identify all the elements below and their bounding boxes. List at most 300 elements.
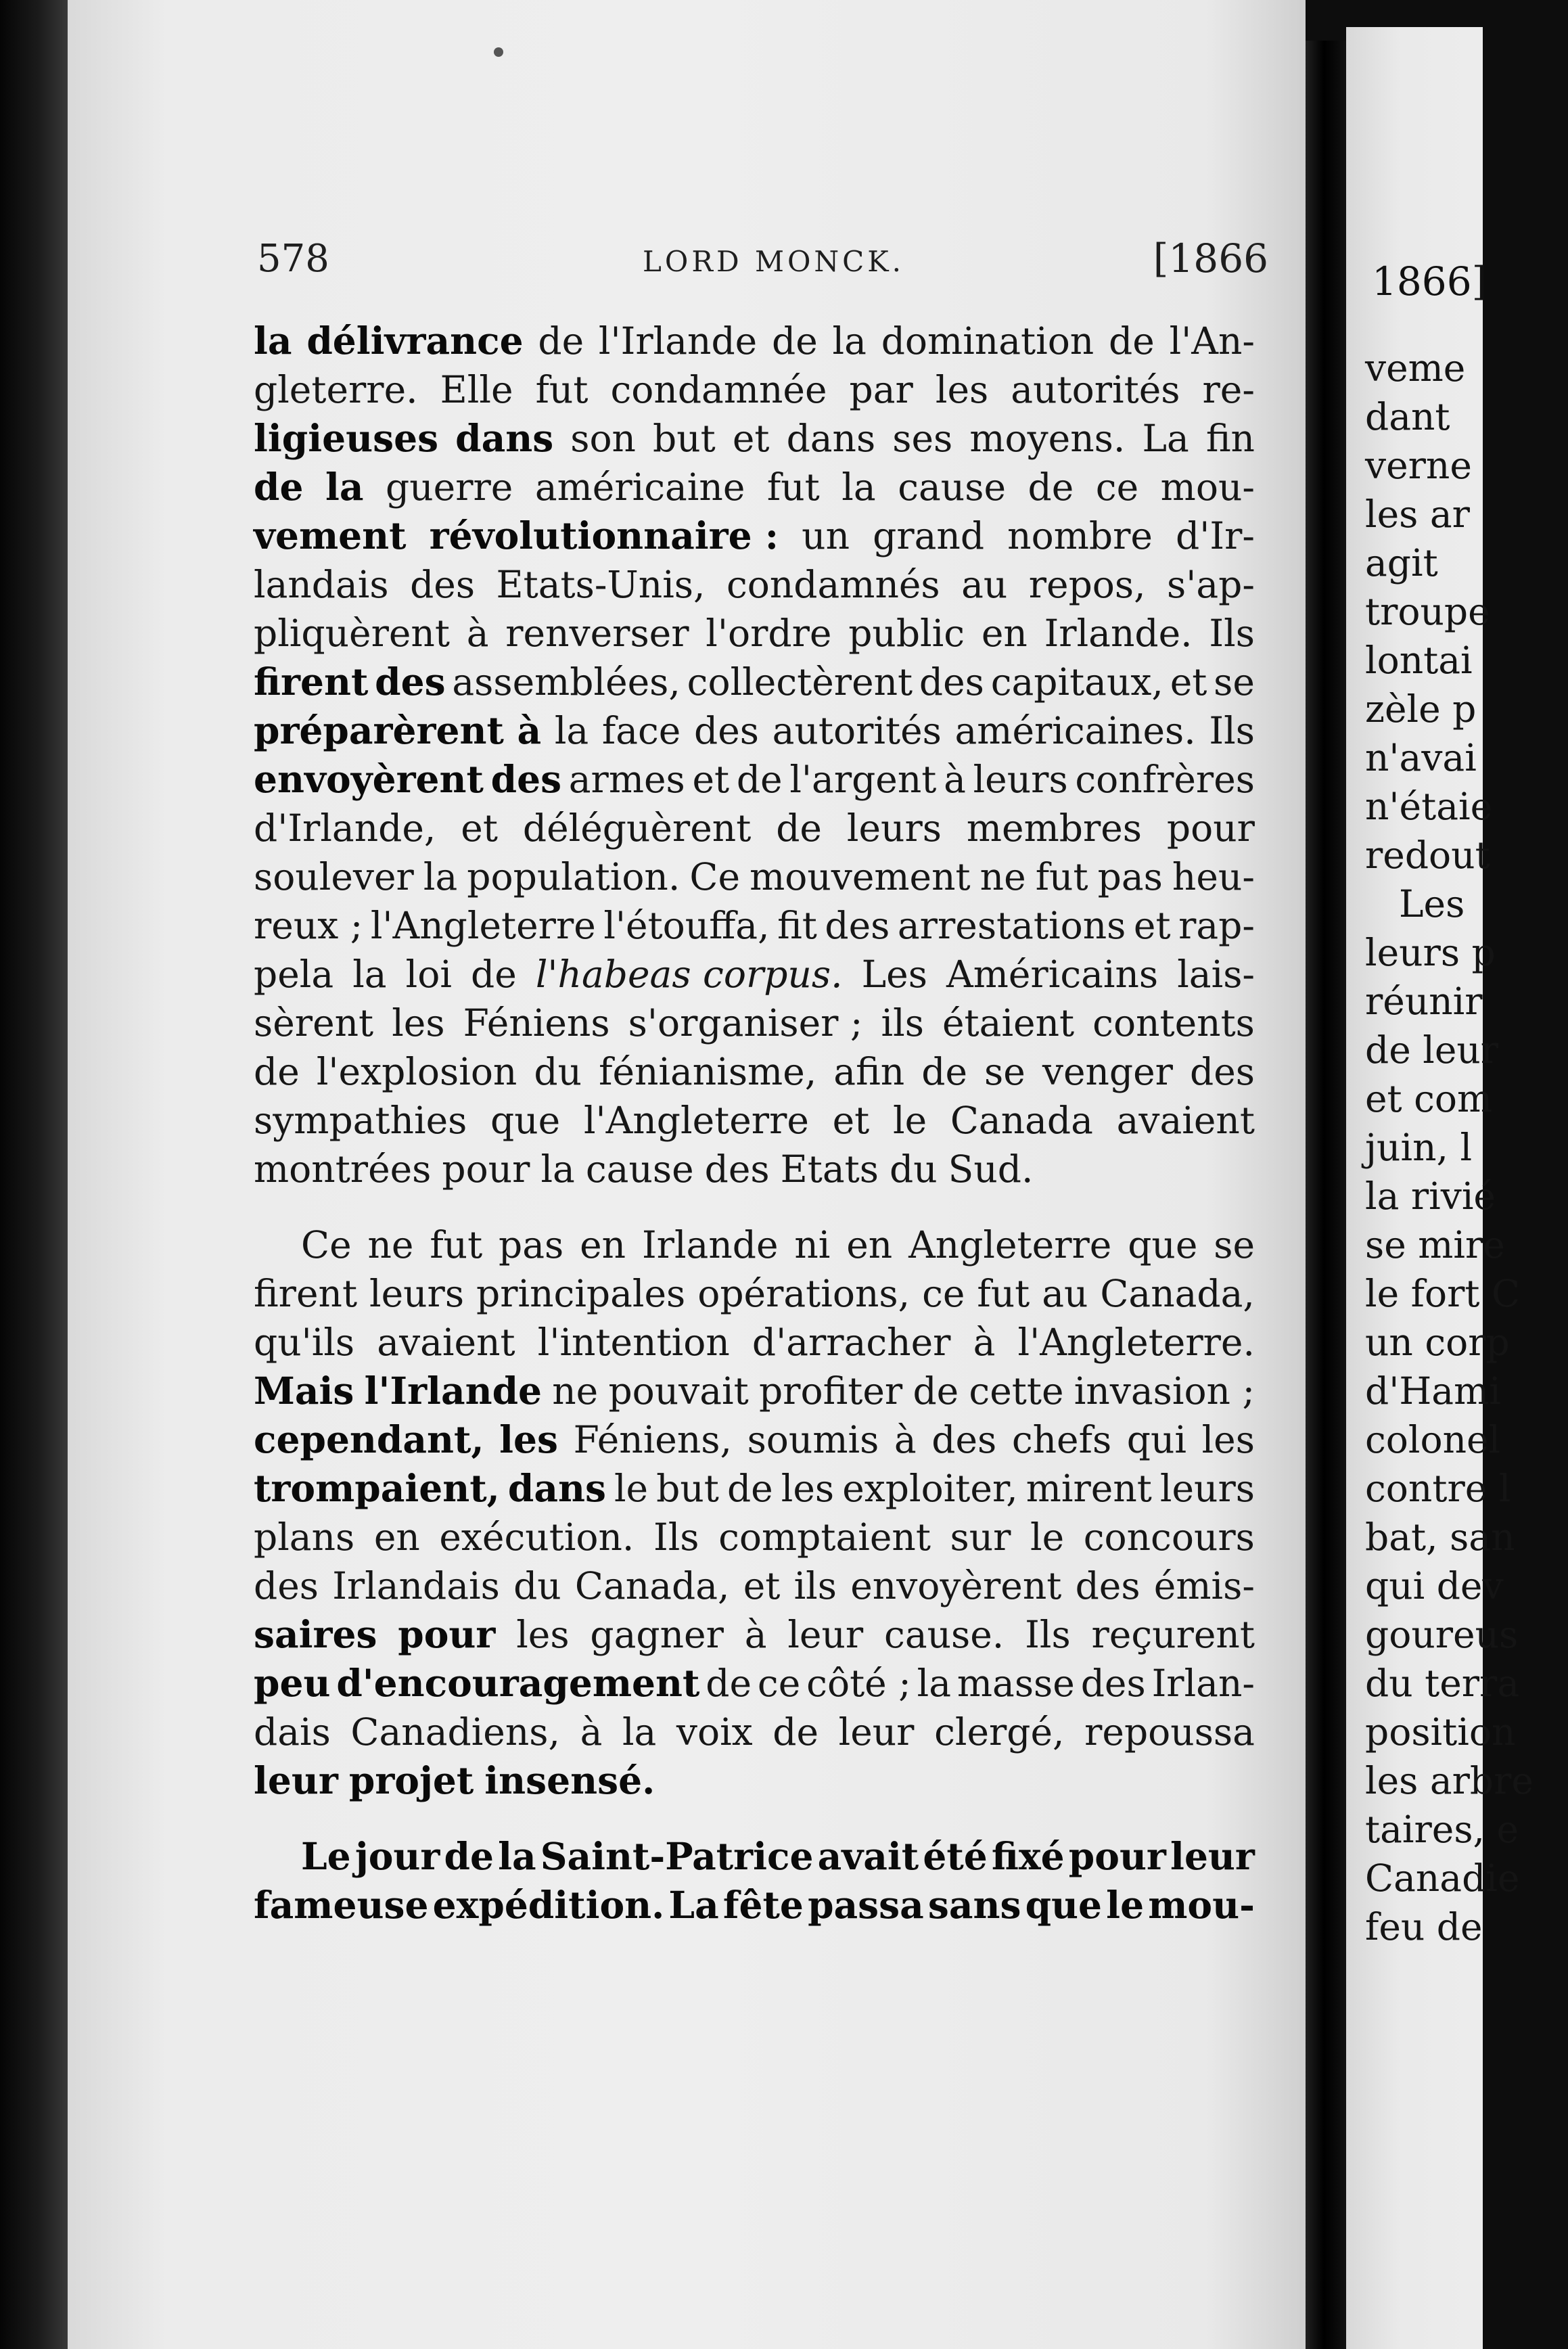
word: et: [1133, 904, 1171, 947]
word: s'organiser ;: [628, 1001, 863, 1045]
word: les: [1201, 1418, 1255, 1461]
next-page-line: troupe: [1365, 590, 1490, 633]
word: reçurent: [1091, 1613, 1255, 1656]
word: et: [1170, 660, 1207, 704]
word: l'Angleterre: [583, 1099, 809, 1142]
next-page-line: agit: [1365, 541, 1438, 585]
word: déléguèrent: [522, 806, 752, 850]
word: en: [846, 1223, 893, 1267]
word: repos,: [1028, 563, 1146, 606]
word: américaines.: [954, 709, 1196, 752]
next-page-line: redout: [1365, 834, 1490, 877]
word: soulever: [254, 855, 414, 898]
word: afin: [833, 1050, 905, 1093]
next-page-year: 1866]: [1372, 258, 1488, 304]
next-page-line: qui dev: [1365, 1564, 1504, 1607]
word: ne: [367, 1223, 414, 1267]
word: préparèrent: [254, 708, 504, 752]
word: projet: [348, 1758, 474, 1802]
word: de: [444, 1834, 494, 1878]
word: dans: [507, 1466, 606, 1510]
word: que: [490, 1099, 561, 1142]
word: collectèrent: [687, 660, 913, 704]
word: les: [516, 1613, 570, 1656]
word: Irlan-: [1151, 1662, 1255, 1705]
word: Le: [301, 1834, 351, 1878]
word: repoussa: [1084, 1710, 1255, 1754]
word: reux ;: [254, 904, 363, 947]
next-page-line: juin, l: [1365, 1126, 1473, 1169]
word: leur: [838, 1710, 915, 1754]
word: cause.: [884, 1613, 1005, 1656]
word: des: [1080, 1662, 1146, 1705]
next-page-line: n'avai: [1365, 736, 1477, 779]
word: Irlandais: [332, 1564, 500, 1607]
text-line: [254, 1221, 1255, 1269]
word: firent: [254, 1272, 358, 1315]
word: jour: [354, 1834, 440, 1878]
text-line: [254, 1047, 1255, 1096]
word: cause: [585, 1147, 694, 1191]
word: guerre: [386, 465, 513, 509]
word: et: [732, 417, 770, 460]
text-line: [254, 1145, 1255, 1193]
text-line: [254, 609, 1255, 658]
word: la: [423, 855, 458, 898]
word: l'Irlande: [598, 319, 758, 363]
next-page-line: réunir: [1365, 980, 1483, 1023]
word: comptaient: [718, 1515, 931, 1559]
word: leur: [1170, 1834, 1255, 1878]
word: venger: [1042, 1050, 1173, 1093]
word: ses: [892, 417, 953, 460]
word: de: [773, 1710, 819, 1754]
word: du: [513, 1564, 561, 1607]
word: Canada,: [1100, 1272, 1255, 1315]
text-line: [254, 1318, 1255, 1367]
word: des: [1190, 1050, 1255, 1093]
word: se: [984, 1050, 1025, 1093]
word: membres: [966, 806, 1143, 850]
word: sèrent: [254, 1001, 374, 1045]
text-line: [254, 658, 1255, 706]
word: soumis: [747, 1418, 879, 1461]
word: pas: [499, 1223, 564, 1267]
word: fut: [977, 1272, 1030, 1315]
paragraph-gap: [254, 1805, 1255, 1832]
word: Elle: [440, 368, 513, 411]
word: à: [517, 708, 542, 752]
word: mouvement: [750, 855, 971, 898]
word: lais-: [1177, 953, 1255, 996]
word: La: [668, 1883, 719, 1927]
text-line: [254, 706, 1255, 755]
word: fut: [535, 368, 589, 411]
text-line: [254, 1659, 1255, 1708]
word: opérations,: [697, 1272, 910, 1315]
word: côté ;: [806, 1662, 911, 1705]
next-page-line: un corp: [1365, 1321, 1510, 1364]
next-page-line: position: [1365, 1710, 1516, 1754]
word: son: [570, 417, 636, 460]
next-page-line: le fort C: [1365, 1272, 1521, 1315]
word: dans: [786, 417, 876, 460]
word: de: [727, 1467, 773, 1510]
word: Irlande: [641, 1223, 779, 1267]
word: pouvait: [608, 1369, 749, 1413]
word: Canada: [950, 1099, 1093, 1142]
text-line: [254, 1610, 1255, 1659]
text-line: [254, 1367, 1255, 1415]
word: nombre: [1007, 514, 1153, 557]
next-page-line: zèle p: [1365, 687, 1477, 731]
word: de: [471, 953, 517, 996]
next-page-line: dant: [1365, 395, 1450, 438]
word: fixé: [991, 1834, 1065, 1878]
word: fut: [1035, 855, 1088, 898]
text-line: [254, 1415, 1255, 1464]
next-page-line: du terra: [1365, 1662, 1520, 1705]
word: dans: [455, 416, 554, 460]
word: américaine: [534, 465, 745, 509]
word: passa: [808, 1883, 924, 1927]
next-page-line: se mire: [1365, 1223, 1505, 1267]
word: des: [490, 757, 562, 801]
word: voix: [676, 1710, 753, 1754]
word: s'ap-: [1167, 563, 1255, 606]
word: le: [614, 1467, 649, 1510]
word: que: [1025, 1883, 1103, 1927]
page-number: 578: [257, 237, 329, 281]
word: au: [1042, 1272, 1088, 1315]
word: d'encouragement: [336, 1661, 700, 1705]
word: la: [498, 1834, 536, 1878]
word: ils: [881, 1001, 924, 1045]
word: pliquèrent: [254, 612, 450, 655]
word: peu: [254, 1661, 331, 1705]
word: la: [554, 709, 589, 752]
text-line: [254, 1832, 1255, 1881]
text-line: [254, 1561, 1255, 1610]
word: Américains: [946, 953, 1159, 996]
word: firent: [254, 660, 369, 704]
word: et: [692, 758, 730, 801]
word: fin: [1205, 417, 1255, 460]
word: été: [923, 1834, 988, 1878]
next-page-line: lontai: [1365, 639, 1473, 682]
word: la: [325, 465, 364, 509]
word: par: [849, 368, 913, 411]
word: qui: [1126, 1418, 1186, 1461]
running-title: LORD MONCK.: [643, 245, 905, 278]
word: pour: [398, 1612, 496, 1656]
text-line: [254, 414, 1255, 463]
word: délivrance: [306, 319, 524, 363]
word: public: [848, 612, 965, 655]
text-line: [254, 511, 1255, 560]
word: de: [254, 1050, 300, 1093]
word: des: [919, 660, 984, 704]
word: ligieuses: [254, 416, 439, 460]
word: pour: [442, 1147, 530, 1191]
word: Saint-Patrice: [540, 1834, 814, 1878]
word: mou-: [1148, 1883, 1255, 1927]
word: de: [1109, 319, 1155, 363]
word: avait: [817, 1834, 919, 1878]
next-page-line: Les: [1399, 882, 1465, 926]
next-page-line: leurs p: [1365, 931, 1496, 974]
text-line: [254, 463, 1255, 511]
word: de: [736, 758, 783, 801]
word: sans: [927, 1883, 1021, 1927]
word: la: [254, 319, 292, 363]
word: des: [694, 709, 759, 752]
word: Mais: [254, 1369, 354, 1413]
word: ce: [922, 1272, 965, 1315]
word: se: [1214, 660, 1255, 704]
word: Etats-Unis,: [496, 563, 706, 606]
word: Ils: [1209, 709, 1255, 752]
word: la: [917, 1662, 952, 1705]
word: fénianisme,: [599, 1050, 817, 1093]
word: leurs: [973, 758, 1068, 801]
word: le: [892, 1099, 927, 1142]
word: heu-: [1172, 855, 1255, 898]
word: domination: [881, 319, 1094, 363]
next-page-line: feu de: [1365, 1905, 1483, 1948]
word: envoyèrent: [850, 1564, 1062, 1607]
page-right-partial: [1346, 27, 1534, 2349]
word: la: [352, 953, 387, 996]
running-year: [1866: [1153, 235, 1268, 281]
word: à: [894, 1418, 917, 1461]
word: capitaux,: [990, 660, 1163, 704]
word: de: [776, 806, 822, 850]
word: face: [601, 709, 681, 752]
word: l'Angleterre.: [1017, 1321, 1255, 1364]
word: de: [1028, 465, 1074, 509]
word: l'explosion: [316, 1050, 517, 1093]
word: à: [580, 1710, 603, 1754]
next-page-line: de leur: [1365, 1028, 1499, 1072]
word: de: [772, 319, 818, 363]
word: pela: [254, 953, 334, 996]
word: étaient: [942, 1001, 1075, 1045]
word: des: [1075, 1564, 1140, 1607]
next-page-line: contre l: [1365, 1467, 1511, 1510]
text-line: [254, 1708, 1255, 1756]
word: des: [825, 904, 890, 947]
next-page-line: bat, san: [1365, 1515, 1515, 1559]
word: l'ordre: [706, 612, 832, 655]
word: envoyèrent: [254, 757, 484, 801]
word: la: [540, 1147, 575, 1191]
word: invasion ;: [1074, 1369, 1255, 1413]
word: cette: [969, 1369, 1064, 1413]
word: avaient: [377, 1321, 515, 1364]
word: re-: [1202, 368, 1255, 411]
text-line: [254, 1096, 1255, 1145]
word: de: [254, 465, 304, 509]
word: clergé,: [934, 1710, 1065, 1754]
word: profiter: [758, 1369, 903, 1413]
word: ce: [1095, 465, 1139, 509]
word: des: [410, 563, 476, 606]
word: en: [373, 1515, 420, 1559]
word: condamnée: [610, 368, 827, 411]
word: moyens.: [969, 417, 1126, 460]
next-page-line: goureus: [1365, 1613, 1519, 1656]
word: ils: [793, 1564, 837, 1607]
word: Ils: [1209, 612, 1255, 655]
text-line: [254, 852, 1255, 901]
word: cause: [898, 465, 1006, 509]
word: fut: [766, 465, 820, 509]
word: un: [802, 514, 850, 557]
word: à: [944, 758, 966, 801]
word: fut: [430, 1223, 483, 1267]
next-page-line: veme: [1365, 346, 1466, 390]
word: saires: [254, 1612, 377, 1656]
word: ce: [757, 1662, 801, 1705]
text-line: [254, 317, 1255, 365]
next-page-line: et com: [1365, 1077, 1493, 1120]
word: en: [981, 612, 1028, 655]
word: l'Irlande: [364, 1369, 543, 1413]
word: émis-: [1153, 1564, 1255, 1607]
text-line: [254, 560, 1255, 609]
next-page-line: Canadie: [1365, 1856, 1520, 1900]
word: exploiter,: [842, 1467, 1018, 1510]
next-page-text: [1365, 344, 1568, 1951]
word: des: [375, 660, 446, 704]
word: de: [706, 1662, 752, 1705]
word: fameuse: [254, 1883, 429, 1927]
word: Irlande.: [1044, 612, 1193, 655]
word: population.: [467, 855, 681, 898]
word: Ils: [653, 1515, 699, 1559]
word: la: [841, 465, 876, 509]
word: rap-: [1178, 904, 1255, 947]
word: Sud.: [948, 1147, 1034, 1191]
word: masse: [956, 1662, 1075, 1705]
text-line: [254, 1464, 1255, 1513]
word: ne: [552, 1369, 599, 1413]
text-line: [254, 804, 1255, 852]
book-binding-edge: [0, 0, 68, 2349]
text-line: [254, 755, 1255, 804]
next-page-line: n'étaie: [1365, 785, 1493, 828]
word: arrestations: [897, 904, 1126, 947]
word: mou-: [1160, 465, 1255, 509]
word: Ce: [689, 855, 741, 898]
word: révolutionnaire :: [429, 514, 779, 557]
word: leurs: [846, 806, 942, 850]
word: assemblées,: [452, 660, 681, 704]
word: trompaient,: [254, 1466, 500, 1510]
word: insensé.: [484, 1758, 655, 1802]
word: leur: [787, 1613, 864, 1656]
word: Angleterre: [908, 1223, 1112, 1267]
word: Féniens: [463, 1001, 610, 1045]
word: vement: [254, 514, 407, 557]
text-line: [254, 1269, 1255, 1318]
word: qu'ils: [254, 1321, 355, 1364]
text-line: [254, 1756, 1255, 1805]
word: expédition.: [432, 1883, 665, 1927]
word: à: [744, 1613, 767, 1656]
word: but: [653, 417, 716, 460]
word: mirent: [1025, 1467, 1152, 1510]
word: grand: [873, 514, 985, 557]
word: les: [392, 1001, 445, 1045]
word: gleterre.: [254, 368, 418, 411]
word: l'étouffa,: [603, 904, 770, 947]
word: des: [254, 1564, 319, 1607]
word: but: [656, 1467, 719, 1510]
paragraph-gap: [254, 1193, 1255, 1221]
word: Ils: [1025, 1613, 1071, 1656]
word: à: [466, 612, 489, 655]
word: l'argent: [789, 758, 937, 801]
word: plans: [254, 1515, 355, 1559]
text-line: [254, 365, 1255, 414]
word: au: [961, 563, 1008, 606]
word: autorités: [772, 709, 942, 752]
word: Ce: [301, 1223, 352, 1267]
word: fête: [722, 1883, 804, 1927]
word: l'Angleterre: [370, 904, 596, 947]
word: l'An-: [1169, 319, 1255, 363]
word: exécution.: [439, 1515, 635, 1559]
word: d'arracher: [752, 1321, 951, 1364]
next-page-line: d'Hami: [1365, 1369, 1501, 1413]
word: la: [622, 1710, 657, 1754]
word: leurs: [1159, 1467, 1255, 1510]
word: et: [461, 806, 498, 850]
word: concours: [1083, 1515, 1255, 1559]
text-line: [254, 1513, 1255, 1561]
word: sympathies: [254, 1099, 467, 1142]
word: loi: [405, 953, 452, 996]
word: l'intention: [537, 1321, 730, 1364]
word: de: [913, 1369, 959, 1413]
next-page-line: verne: [1365, 444, 1472, 487]
word: Les: [861, 953, 927, 996]
next-page-line: les arbre: [1365, 1759, 1534, 1802]
book-gutter: [1306, 41, 1346, 2349]
word: La: [1142, 417, 1189, 460]
word: sur: [950, 1515, 1011, 1559]
word: contents: [1092, 1001, 1255, 1045]
text-line: [254, 901, 1255, 950]
word: le: [1030, 1515, 1065, 1559]
word: que: [1128, 1223, 1198, 1267]
text-line: [254, 999, 1255, 1047]
next-page-line: la rivié: [1365, 1174, 1496, 1218]
word: l'habeas corpus.: [535, 953, 843, 996]
word: condamnés: [726, 563, 940, 606]
word: pour: [1166, 806, 1255, 850]
word: pour: [1068, 1834, 1166, 1878]
word: du: [534, 1050, 582, 1093]
word: pas: [1097, 855, 1163, 898]
word: landais: [254, 563, 389, 606]
word: dais: [254, 1710, 331, 1754]
word: confrères: [1075, 758, 1255, 801]
next-page-line: colonel: [1365, 1418, 1501, 1461]
word: cependant,: [254, 1417, 484, 1461]
